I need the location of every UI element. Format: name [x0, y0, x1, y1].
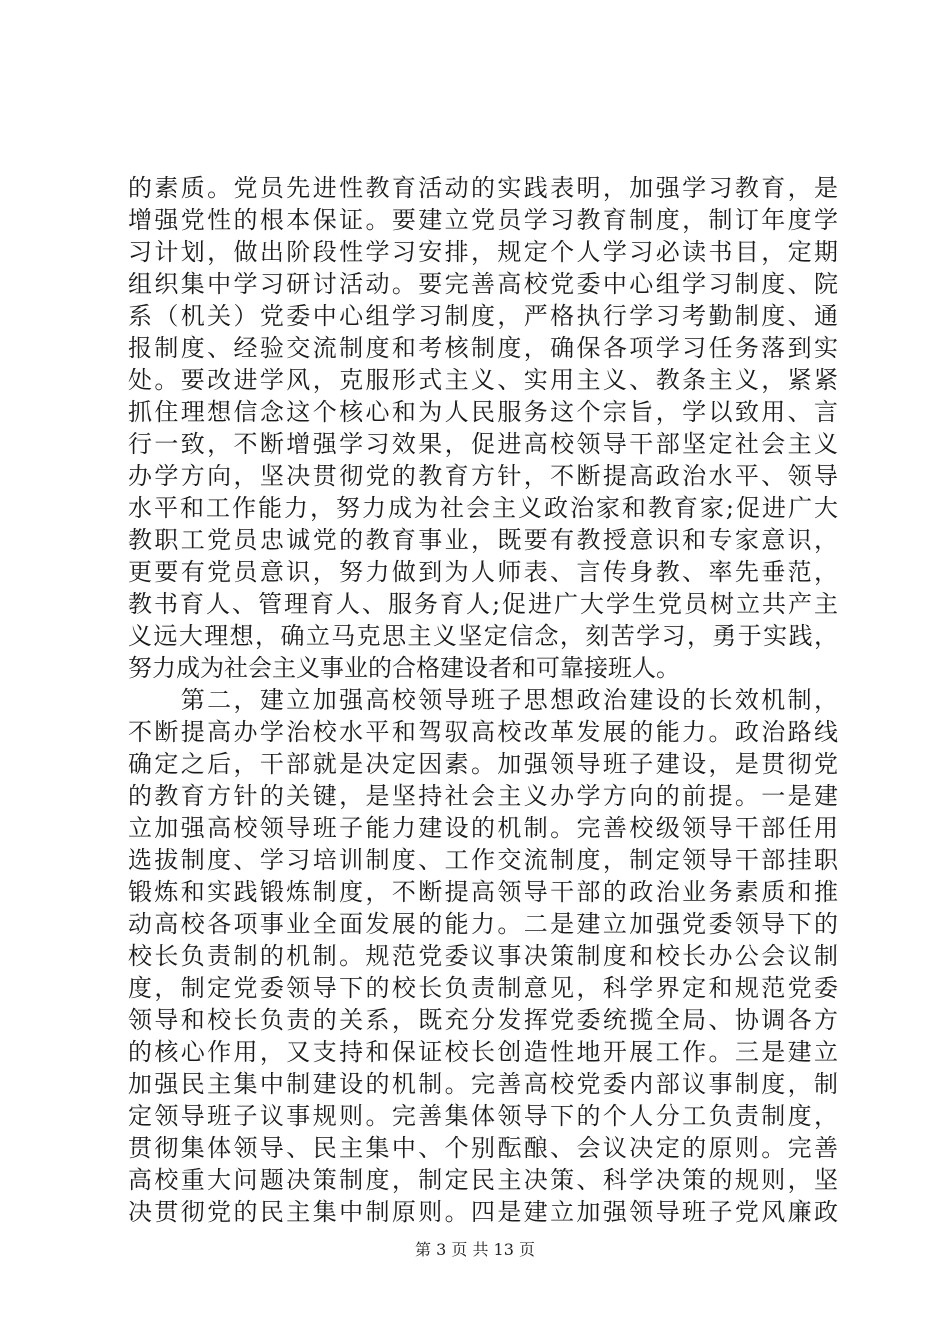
text-line: 报制度、经验交流制度和考核制度，确保各项学习任务落到实	[128, 334, 838, 362]
text-line: 不断提高办学治校水平和驾驭高校改革发展的能力。政治路线	[128, 718, 838, 746]
text-line: 办学方向，坚决贯彻党的教育方针，不断提高政治水平、领导	[128, 462, 838, 490]
text-line: 系（机关）党委中心组学习制度，严格执行学习考勤制度、通	[128, 302, 838, 330]
text-line: 高校重大问题决策制度，制定民主决策、科学决策的规则，坚	[128, 1166, 838, 1194]
text-line: 抓住理想信念这个核心和为人民服务这个宗旨，学以致用、言	[128, 398, 838, 426]
text-line: 义远大理想，确立马克思主义坚定信念，刻苦学习，勇于实践，	[128, 622, 838, 650]
text-line: 领导和校长负责的关系，既充分发挥党委统揽全局、协调各方	[128, 1006, 838, 1034]
text-line: 锻炼和实践锻炼制度，不断提高领导干部的政治业务素质和推	[128, 878, 838, 906]
text-line: 贯彻集体领导、民主集中、个别酝酿、会议决定的原则。完善	[128, 1134, 838, 1162]
text-line: 加强民主集中制建设的机制。完善高校党委内部议事制度，制	[128, 1070, 838, 1098]
text-line: 努力成为社会主义事业的合格建设者和可靠接班人。	[128, 654, 680, 682]
text-line: 的素质。党员先进性教育活动的实践表明，加强学习教育，是	[128, 174, 838, 202]
text-line: 教职工党员忠诚党的教育事业，既要有教授意识和专家意识，	[128, 526, 838, 554]
text-line: 处。要改进学风，克服形式主义、实用主义、教条主义，紧紧	[128, 366, 838, 394]
text-line: 动高校各项事业全面发展的能力。二是建立加强党委领导下的	[128, 910, 838, 938]
text-line: 选拔制度、学习培训制度、工作交流制度，制定领导干部挂职	[128, 846, 838, 874]
body-text	[128, 172, 838, 1228]
text-line: 确定之后，干部就是决定因素。加强领导班子建设，是贯彻党	[128, 750, 838, 778]
page-number-footer: 第 3 页 共 13 页	[415, 1240, 535, 1259]
text-line: 教书育人、管理育人、服务育人;促进广大学生党员树立共产主	[128, 590, 838, 618]
text-line: 校长负责制的机制。规范党委议事决策制度和校长办公会议制	[128, 942, 838, 970]
text-line: 的核心作用，又支持和保证校长创造性地开展工作。三是建立	[128, 1038, 838, 1066]
text-line: 立加强高校领导班子能力建设的机制。完善校级领导干部任用	[128, 814, 838, 842]
text-line: 决贯彻党的民主集中制原则。四是建立加强领导班子党风廉政	[128, 1198, 838, 1226]
text-line: 习计划，做出阶段性学习安排，规定个人学习必读书目，定期	[128, 238, 838, 266]
text-line: 水平和工作能力，努力成为社会主义政治家和教育家;促进广大	[128, 494, 838, 522]
text-line: 更要有党员意识，努力做到为人师表、言传身教、率先垂范，	[128, 558, 838, 586]
text-line: 行一致，不断增强学习效果，促进高校领导干部坚定社会主义	[128, 430, 838, 458]
text-line: 增强党性的根本保证。要建立党员学习教育制度，制订年度学	[128, 206, 838, 234]
text-line: 度，制定党委领导下的校长负责制意见，科学界定和规范党委	[128, 974, 838, 1002]
text-line: 组织集中学习研讨活动。要完善高校党委中心组学习制度、院	[128, 270, 838, 298]
text-line: 定领导班子议事规则。完善集体领导下的个人分工负责制度，	[128, 1102, 838, 1130]
text-line: 第二，建立加强高校领导班子思想政治建设的长效机制，	[128, 686, 838, 714]
text-line: 的教育方针的关键，是坚持社会主义办学方向的前提。一是建	[128, 782, 838, 810]
